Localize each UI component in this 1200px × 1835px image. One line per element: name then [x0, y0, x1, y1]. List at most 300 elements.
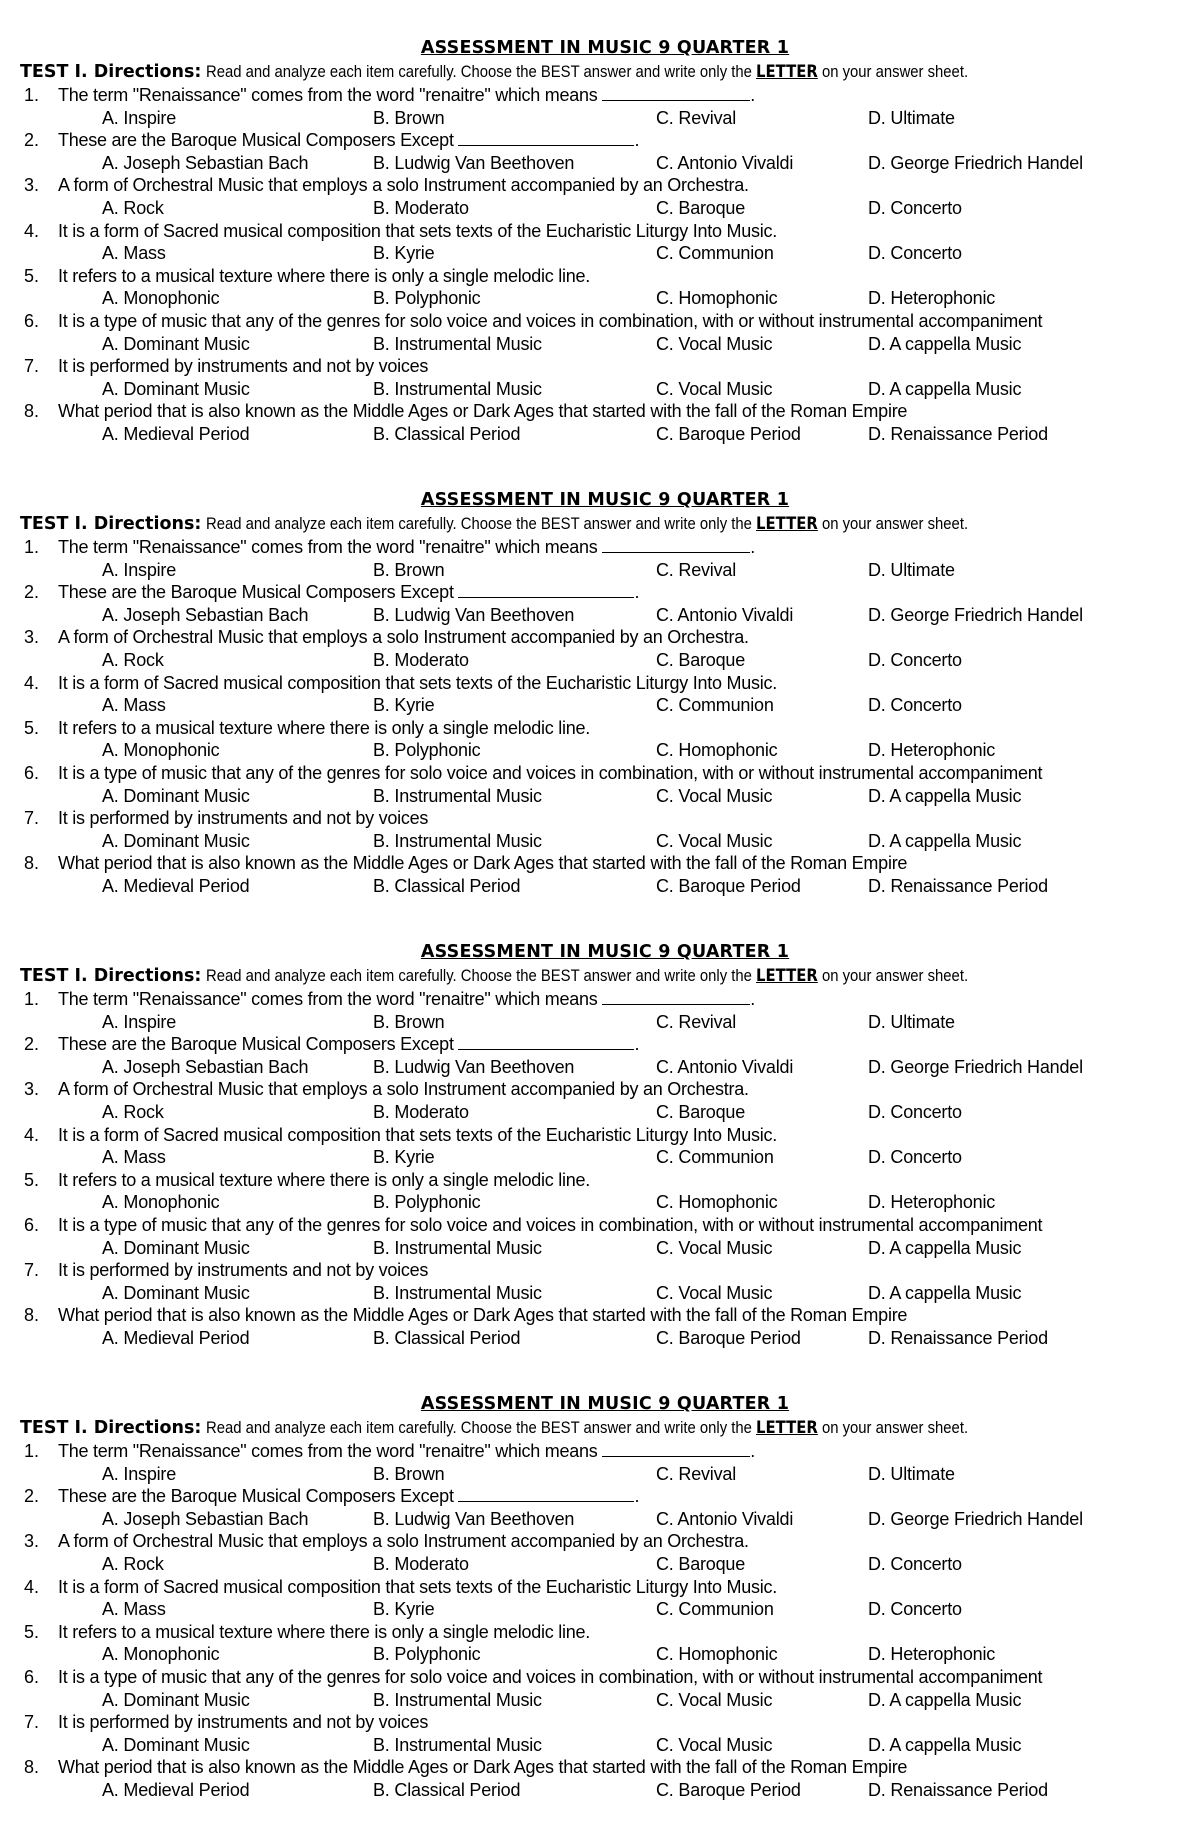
answer-option-b: B. Polyphonic [373, 740, 481, 761]
options-row [20, 152, 1190, 175]
question-text: It refers to a musical texture where there is only a single melodic line. [58, 1169, 590, 1190]
answer-option-b: B. Ludwig Van Beethoven [373, 152, 575, 173]
question-text-wrap [58, 1078, 749, 1101]
assessment-sheet [20, 1392, 1190, 1832]
answer-option-d: D. Concerto [868, 243, 962, 264]
question-text: These are the Baroque Musical Composers Except [58, 582, 454, 603]
answer-blank [602, 84, 750, 101]
answer-option-d: D. A cappella Music [868, 785, 1022, 806]
answer-option-a: A. Medieval Period [102, 1327, 250, 1348]
question-list [20, 1440, 1190, 1802]
question-text-wrap [58, 536, 755, 559]
options-row [20, 1056, 1190, 1079]
question-item [20, 174, 1190, 197]
answer-option-c: C. Revival [656, 559, 737, 580]
options-row [20, 604, 1190, 627]
options-row [20, 875, 1190, 898]
answer-option-c: C. Baroque [656, 1101, 746, 1122]
answer-blank [458, 581, 634, 598]
answer-option-d: D. Renaissance Period [868, 1779, 1048, 1800]
question-item [20, 1756, 1190, 1779]
question-item [20, 852, 1190, 875]
question-number: 4. [24, 1576, 40, 1597]
directions-text-before: Read and analyze each item carefully. Choose the BEST answer and write only the [206, 967, 753, 985]
question-item [20, 1621, 1190, 1644]
question-number: 4. [24, 220, 40, 241]
answer-option-b: B. Kyrie [373, 1147, 435, 1168]
directions-text [206, 512, 968, 536]
answer-option-b: B. Brown [373, 107, 445, 128]
question-number: 3. [24, 1079, 40, 1100]
question-item [20, 400, 1190, 423]
options-row [20, 739, 1190, 762]
test-label: TEST I. Directions: [20, 966, 202, 986]
answer-blank [602, 988, 750, 1005]
question-item [20, 1530, 1190, 1553]
answer-option-c: C. Homophonic [656, 288, 778, 309]
question-text: It is a form of Sacred musical composition that sets texts of the Eucharistic Liturgy Into Music. [58, 672, 778, 693]
answer-option-a: A. Dominant Music [102, 1282, 250, 1303]
directions-line [20, 964, 1190, 988]
answer-option-c: C. Communion [656, 1147, 774, 1168]
options-row [20, 1553, 1190, 1576]
question-text: A form of Orchestral Music that employs a solo Instrument accompanied by an Orchestra. [58, 175, 749, 196]
question-item [20, 1711, 1190, 1734]
question-text-wrap [58, 1756, 907, 1779]
options-row [20, 1237, 1190, 1260]
question-item [20, 129, 1190, 152]
question-item [20, 1124, 1190, 1147]
answer-option-a: A. Medieval Period [102, 875, 250, 896]
question-number: 2. [24, 130, 40, 151]
question-number: 2. [24, 1486, 40, 1507]
assessment-sheet [20, 36, 1190, 476]
options-row [20, 378, 1190, 401]
question-text-wrap [58, 852, 907, 875]
question-number: 8. [24, 401, 40, 422]
question-text-wrap [58, 1530, 749, 1553]
answer-option-c: C. Homophonic [656, 740, 778, 761]
question-text-wrap [58, 807, 428, 830]
test-label: TEST I. Directions: [20, 1418, 202, 1438]
answer-option-c: C. Baroque Period [656, 423, 801, 444]
question-number: 1. [24, 537, 40, 557]
answer-option-a: A. Mass [102, 1599, 166, 1620]
question-text-wrap [58, 174, 749, 197]
question-text-wrap [58, 84, 755, 107]
directions-text-after: on your answer sheet. [822, 515, 969, 533]
answer-option-c: C. Antonio Vivaldi [656, 1056, 794, 1077]
answer-option-b: B. Moderato [373, 1101, 469, 1122]
options-row [20, 1463, 1190, 1486]
answer-option-b: B. Brown [373, 559, 445, 580]
assessment-title: ASSESSMENT IN MUSIC 9 QUARTER 1 [420, 490, 790, 510]
question-item [20, 1214, 1190, 1237]
question-text: The term "Renaissance" comes from the word "renaitre" which means [58, 85, 598, 105]
directions-emphasis: LETTER [756, 514, 819, 533]
question-number: 5. [24, 1169, 40, 1190]
question-text-wrap [58, 355, 428, 378]
assessment-sheet [20, 940, 1190, 1380]
answer-option-a: A. Mass [102, 1147, 166, 1168]
answer-blank [458, 1033, 634, 1050]
answer-option-b: B. Instrumental Music [373, 785, 542, 806]
question-number: 5. [24, 265, 40, 286]
question-item [20, 1033, 1190, 1056]
options-row [20, 830, 1190, 853]
question-text-wrap [58, 1124, 777, 1147]
answer-option-c: C. Baroque Period [656, 875, 801, 896]
question-text: It is a type of music that any of the genres for solo voice and voices in combination, with or without instrumental accompaniment [58, 310, 1043, 331]
question-item [20, 581, 1190, 604]
question-text: It is a form of Sacred musical composition that sets texts of the Eucharistic Liturgy Into Music. [58, 220, 778, 241]
answer-option-c: C. Revival [656, 1011, 737, 1032]
directions-text-before: Read and analyze each item carefully. Choose the BEST answer and write only the [206, 515, 753, 533]
answer-option-b: B. Polyphonic [373, 1644, 481, 1665]
answer-option-b: B. Ludwig Van Beethoven [373, 1508, 575, 1529]
question-number: 7. [24, 1712, 40, 1733]
answer-option-c: C. Baroque [656, 649, 746, 670]
assessment-title: ASSESSMENT IN MUSIC 9 QUARTER 1 [420, 38, 790, 58]
answer-option-c: C. Baroque [656, 1553, 746, 1574]
blank-suffix: . [750, 1441, 756, 1461]
answer-option-b: B. Classical Period [373, 1779, 521, 1800]
answer-option-b: B. Kyrie [373, 243, 435, 264]
answer-option-d: D. Concerto [868, 1147, 962, 1168]
question-text: It is performed by instruments and not by voices [58, 1260, 429, 1281]
blank-suffix: . [634, 582, 640, 603]
answer-option-d: D. Concerto [868, 1599, 962, 1620]
answer-blank [602, 536, 750, 553]
question-text: These are the Baroque Musical Composers Except [58, 1034, 454, 1055]
question-text: It refers to a musical texture where there is only a single melodic line. [58, 717, 590, 738]
answer-option-b: B. Brown [373, 1463, 445, 1484]
question-text: It is performed by instruments and not by voices [58, 1712, 429, 1733]
question-number: 3. [24, 175, 40, 196]
question-text: It refers to a musical texture where there is only a single melodic line. [58, 265, 590, 286]
question-number: 5. [24, 1621, 40, 1642]
options-row [20, 785, 1190, 808]
question-number: 1. [24, 1441, 40, 1461]
question-text-wrap [58, 626, 749, 649]
answer-option-d: D. Concerto [868, 1101, 962, 1122]
answer-option-d: D. Heterophonic [868, 1644, 996, 1665]
question-number: 4. [24, 1124, 40, 1145]
answer-blank [458, 1485, 634, 1502]
question-item [20, 84, 1190, 107]
options-row [20, 1191, 1190, 1214]
answer-option-a: A. Joseph Sebastian Bach [102, 1508, 309, 1529]
answer-option-b: B. Moderato [373, 1553, 469, 1574]
answer-option-b: B. Ludwig Van Beethoven [373, 1056, 575, 1077]
answer-option-a: A. Dominant Music [102, 378, 250, 399]
answer-option-c: C. Baroque Period [656, 1327, 801, 1348]
answer-option-d: D. Ultimate [868, 107, 955, 128]
answer-option-a: A. Inspire [102, 1463, 177, 1484]
blank-suffix: . [634, 130, 640, 151]
answer-option-d: D. George Friedrich Handel [868, 1056, 1083, 1077]
question-text: It is a type of music that any of the genres for solo voice and voices in combination, with or without instrumental accompaniment [58, 1214, 1043, 1235]
answer-option-c: C. Antonio Vivaldi [656, 1508, 794, 1529]
options-row [20, 649, 1190, 672]
question-item [20, 1440, 1190, 1463]
question-text-wrap [58, 129, 639, 152]
assessment-title: ASSESSMENT IN MUSIC 9 QUARTER 1 [420, 1394, 790, 1414]
question-number: 1. [24, 989, 40, 1009]
options-row [20, 559, 1190, 582]
answer-option-d: D. A cappella Music [868, 830, 1022, 851]
answer-option-d: D. A cappella Music [868, 378, 1022, 399]
options-row [20, 1689, 1190, 1712]
directions-text [206, 964, 968, 988]
answer-option-a: A. Monophonic [102, 1644, 220, 1665]
answer-option-c: C. Vocal Music [656, 1689, 773, 1710]
answer-option-b: B. Instrumental Music [373, 1734, 542, 1755]
question-item [20, 988, 1190, 1011]
options-row [20, 1011, 1190, 1034]
answer-option-a: A. Rock [102, 1101, 164, 1122]
answer-option-c: C. Homophonic [656, 1644, 778, 1665]
answer-blank [602, 1440, 750, 1457]
question-text-wrap [58, 1169, 590, 1192]
answer-option-d: D. A cappella Music [868, 1237, 1022, 1258]
question-number: 6. [24, 762, 40, 783]
answer-option-d: D. Concerto [868, 649, 962, 670]
answer-option-a: A. Rock [102, 1553, 164, 1574]
options-row [20, 1779, 1190, 1802]
answer-option-b: B. Brown [373, 1011, 445, 1032]
assessment-title: ASSESSMENT IN MUSIC 9 QUARTER 1 [420, 942, 790, 962]
answer-option-d: D. Concerto [868, 695, 962, 716]
directions-text-before: Read and analyze each item carefully. Choose the BEST answer and write only the [206, 1419, 753, 1437]
answer-option-a: A. Monophonic [102, 740, 220, 761]
answer-option-b: B. Instrumental Music [373, 1237, 542, 1258]
question-item [20, 310, 1190, 333]
options-row [20, 1643, 1190, 1666]
blank-suffix: . [634, 1486, 640, 1507]
answer-option-b: B. Kyrie [373, 695, 435, 716]
answer-option-c: C. Baroque [656, 197, 746, 218]
assessment-sheet [20, 488, 1190, 928]
answer-option-a: A. Inspire [102, 107, 177, 128]
question-item [20, 355, 1190, 378]
options-row [20, 287, 1190, 310]
question-number: 1. [24, 85, 40, 105]
answer-option-d: D. Heterophonic [868, 740, 996, 761]
answer-option-a: A. Joseph Sebastian Bach [102, 1056, 309, 1077]
question-text: These are the Baroque Musical Composers Except [58, 1486, 454, 1507]
options-row [20, 423, 1190, 446]
question-text-wrap [58, 672, 777, 695]
question-text: What period that is also known as the Middle Ages or Dark Ages that started with the fall of the Roman Empire [58, 401, 908, 422]
question-number: 8. [24, 1305, 40, 1326]
question-item [20, 220, 1190, 243]
answer-option-d: D. Ultimate [868, 1463, 955, 1484]
answer-option-c: C. Communion [656, 1599, 774, 1620]
question-number: 3. [24, 627, 40, 648]
question-text-wrap [58, 988, 755, 1011]
question-text-wrap [58, 717, 590, 740]
answer-option-d: D. George Friedrich Handel [868, 1508, 1083, 1529]
answer-option-b: B. Classical Period [373, 423, 521, 444]
directions-text-after: on your answer sheet. [822, 967, 969, 985]
question-item [20, 536, 1190, 559]
answer-option-c: C. Vocal Music [656, 830, 773, 851]
answer-option-b: B. Kyrie [373, 1599, 435, 1620]
question-text-wrap [58, 1304, 907, 1327]
answer-option-c: C. Revival [656, 107, 737, 128]
question-item [20, 1078, 1190, 1101]
answer-option-d: D. A cappella Music [868, 1689, 1022, 1710]
options-row [20, 197, 1190, 220]
question-text: The term "Renaissance" comes from the word "renaitre" which means [58, 1441, 598, 1461]
answer-option-c: C. Antonio Vivaldi [656, 604, 794, 625]
options-row [20, 242, 1190, 265]
blank-suffix: . [634, 1034, 640, 1055]
question-item [20, 1485, 1190, 1508]
question-number: 2. [24, 1034, 40, 1055]
answer-option-b: B. Instrumental Music [373, 378, 542, 399]
question-text: A form of Orchestral Music that employs a solo Instrument accompanied by an Orchestra. [58, 627, 749, 648]
question-text-wrap [58, 310, 1042, 333]
answer-option-c: C. Vocal Music [656, 378, 773, 399]
answer-option-b: B. Instrumental Music [373, 830, 542, 851]
question-text: It is a type of music that any of the genres for solo voice and voices in combination, with or without instrumental accompaniment [58, 1666, 1043, 1687]
answer-option-a: A. Medieval Period [102, 423, 250, 444]
question-item [20, 1259, 1190, 1282]
question-text: The term "Renaissance" comes from the word "renaitre" which means [58, 989, 598, 1009]
answer-option-b: B. Classical Period [373, 1327, 521, 1348]
answer-option-c: C. Vocal Music [656, 1734, 773, 1755]
question-number: 7. [24, 808, 40, 829]
options-row [20, 333, 1190, 356]
question-list [20, 988, 1190, 1350]
answer-option-a: A. Dominant Music [102, 830, 250, 851]
answer-option-d: D. Renaissance Period [868, 423, 1048, 444]
question-text: It refers to a musical texture where there is only a single melodic line. [58, 1621, 590, 1642]
question-text: The term "Renaissance" comes from the word "renaitre" which means [58, 537, 598, 557]
options-row [20, 694, 1190, 717]
question-number: 8. [24, 853, 40, 874]
question-text-wrap [58, 581, 639, 604]
answer-option-c: C. Vocal Music [656, 333, 773, 354]
blank-suffix: . [750, 537, 756, 557]
answer-option-a: A. Dominant Music [102, 333, 250, 354]
options-row [20, 1101, 1190, 1124]
question-text-wrap [58, 762, 1042, 785]
answer-option-a: A. Monophonic [102, 288, 220, 309]
answer-option-d: D. Renaissance Period [868, 875, 1048, 896]
blank-suffix: . [750, 989, 756, 1009]
question-number: 2. [24, 582, 40, 603]
options-row [20, 1508, 1190, 1531]
answer-option-b: B. Instrumental Music [373, 333, 542, 354]
answer-option-a: A. Mass [102, 695, 166, 716]
question-text: It is a form of Sacred musical composition that sets texts of the Eucharistic Liturgy Into Music. [58, 1576, 778, 1597]
question-text: What period that is also known as the Middle Ages or Dark Ages that started with the fall of the Roman Empire [58, 853, 908, 874]
question-item [20, 1666, 1190, 1689]
question-number: 8. [24, 1757, 40, 1778]
answer-option-d: D. Concerto [868, 1553, 962, 1574]
question-item [20, 717, 1190, 740]
answer-option-c: C. Homophonic [656, 1192, 778, 1213]
question-item [20, 1576, 1190, 1599]
answer-option-d: D. Heterophonic [868, 288, 996, 309]
directions-line [20, 512, 1190, 536]
blank-suffix: . [750, 85, 756, 105]
question-number: 7. [24, 356, 40, 377]
answer-option-a: A. Monophonic [102, 1192, 220, 1213]
question-text: It is a form of Sacred musical composition that sets texts of the Eucharistic Liturgy Into Music. [58, 1124, 778, 1145]
question-text: It is performed by instruments and not by voices [58, 356, 429, 377]
question-text: These are the Baroque Musical Composers Except [58, 130, 454, 151]
answer-option-c: C. Communion [656, 695, 774, 716]
answer-option-c: C. Antonio Vivaldi [656, 152, 794, 173]
question-item [20, 1169, 1190, 1192]
answer-option-c: C. Baroque Period [656, 1779, 801, 1800]
answer-option-c: C. Communion [656, 243, 774, 264]
question-number: 5. [24, 717, 40, 738]
options-row [20, 1598, 1190, 1621]
test-label: TEST I. Directions: [20, 514, 202, 534]
directions-line [20, 1416, 1190, 1440]
options-row [20, 1327, 1190, 1350]
question-text-wrap [58, 400, 907, 423]
question-number: 6. [24, 1214, 40, 1235]
answer-option-a: A. Medieval Period [102, 1779, 250, 1800]
directions-emphasis: LETTER [756, 966, 819, 985]
question-number: 4. [24, 672, 40, 693]
question-text: A form of Orchestral Music that employs a solo Instrument accompanied by an Orchestra. [58, 1531, 749, 1552]
question-item [20, 265, 1190, 288]
options-row [20, 107, 1190, 130]
options-row [20, 1146, 1190, 1169]
answer-option-c: C. Vocal Music [656, 785, 773, 806]
question-number: 6. [24, 310, 40, 331]
answer-option-a: A. Mass [102, 243, 166, 264]
question-number: 3. [24, 1531, 40, 1552]
answer-option-a: A. Joseph Sebastian Bach [102, 604, 309, 625]
question-number: 6. [24, 1666, 40, 1687]
question-item [20, 672, 1190, 695]
directions-text-after: on your answer sheet. [822, 63, 969, 81]
answer-option-c: C. Vocal Music [656, 1237, 773, 1258]
question-text-wrap [58, 265, 590, 288]
question-list [20, 536, 1190, 898]
answer-option-b: B. Moderato [373, 197, 469, 218]
answer-option-d: D. Concerto [868, 197, 962, 218]
answer-option-a: A. Dominant Music [102, 1734, 250, 1755]
directions-text [206, 60, 968, 84]
question-number: 7. [24, 1260, 40, 1281]
question-text-wrap [58, 1214, 1042, 1237]
question-item [20, 807, 1190, 830]
question-item [20, 762, 1190, 785]
question-text-wrap [58, 220, 777, 243]
answer-option-b: B. Instrumental Music [373, 1689, 542, 1710]
question-text: It is performed by instruments and not by voices [58, 808, 429, 829]
question-text-wrap [58, 1259, 428, 1282]
options-row [20, 1282, 1190, 1305]
question-text: What period that is also known as the Middle Ages or Dark Ages that started with the fall of the Roman Empire [58, 1305, 908, 1326]
directions-emphasis: LETTER [756, 62, 819, 81]
answer-option-d: D. A cappella Music [868, 1282, 1022, 1303]
options-row [20, 1734, 1190, 1757]
answer-option-a: A. Inspire [102, 559, 177, 580]
answer-option-b: B. Classical Period [373, 875, 521, 896]
question-text-wrap [58, 1485, 639, 1508]
question-item [20, 626, 1190, 649]
